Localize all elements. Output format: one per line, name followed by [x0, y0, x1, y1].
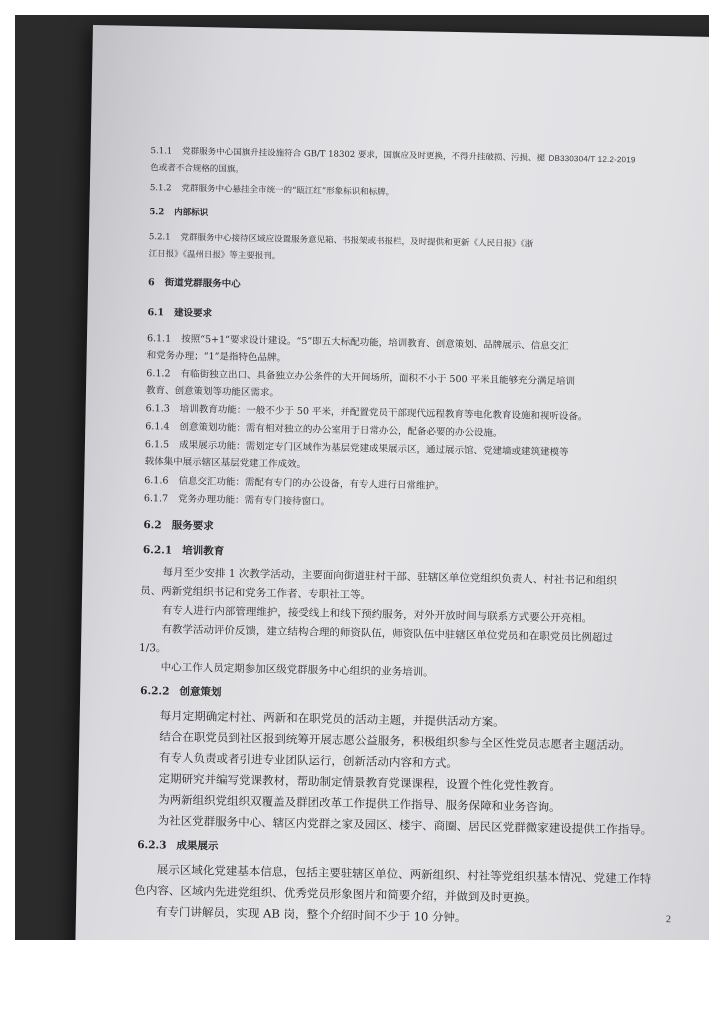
paragraph-cont: 1/3。	[138, 641, 167, 655]
page-number: 2	[665, 914, 672, 926]
clause-5-1-1-cont: 色或者不合规格的国旗。	[150, 163, 244, 175]
paragraph-cont: 色内容、区域内先进党组织、优秀党员形象图片和简要介绍，并做到及时更换。	[134, 882, 537, 905]
clause-6-1-2: 6.1.2 有临街独立出口、具备独立办公条件的大开间场所，面积不小于 500 平米且能够充分满足培训	[146, 368, 576, 388]
clause-6-1-3: 6.1.3 培训教育功能：一般不少于 50 平米，并配置党员干部现代远程教育等电化教育设施和视听设备。	[145, 403, 588, 423]
clause-5-2-1: 5.2.1 党群服务中心接待区域应设置服务意见箱、书报架或书报栏，及时提供和更新《人民日报》《浙	[148, 232, 534, 250]
document-number: DB330304/T 12.2-2019	[548, 153, 636, 165]
paragraph: 每月定期确定村社、两新和在职党员的活动主题，并提供活动方案。	[159, 708, 505, 730]
paragraph: 展示区域化党建基本信息，包括主要驻辖区单位、两新组织、村社等党组织基本情况、党建工作特	[156, 862, 652, 886]
paragraph: 有专门讲解员，实现 AB 岗，整个介绍时间不少于 10 分钟。	[155, 904, 467, 925]
clause-5-1-2: 5.1.2 党群服务中心悬挂全市统一的“瓯江红”形象标识和标牌。	[149, 183, 395, 198]
clause-6-1-7: 6.1.7 党务办理功能：需有专门接待窗口。	[143, 493, 331, 508]
section-6-heading: 6 街道党群服务中心	[147, 277, 241, 290]
paragraph: 有教学活动评价反馈，建立结构合理的师资队伍，师资队伍中驻辖区单位党员和在职党员比例超过	[161, 623, 613, 645]
clause-6-1-2-cont: 教育、创意策划等功能区需求。	[145, 385, 280, 399]
paragraph: 结合在职党员到社区报到统筹开展志愿公益服务，积极组织参与全区性党员志愿者主题活动。	[159, 729, 631, 753]
clause-6-1-1-cont: 和党务办理；“1”是指特色品牌。	[146, 350, 287, 364]
paragraph: 每月至少安排 1 次教学活动，主要面向街道驻村干部、驻辖区单位党组织负责人、村社书记和组织	[162, 566, 617, 588]
section-6-2-heading: 6.2 服务要求	[143, 519, 214, 533]
clause-6-1-5-cont: 载体集中展示辖区基层党建工作成效。	[144, 456, 307, 471]
paragraph: 中心工作人员定期参加区级党群服务中心组织的业务培训。	[160, 661, 434, 679]
paragraph-cont: 员、两新党组织书记和党务工作者、专职社工等。	[140, 585, 372, 602]
photo-background	[15, 15, 709, 940]
section-6-2-3-heading: 6.2.3 成果展示	[137, 839, 219, 853]
paragraph: 为社区党群服务中心、辖区内党群之家及园区、楼宇、商圈、居民区党群微家建设提供工作指导。	[157, 813, 653, 837]
document-page	[75, 25, 709, 940]
section-6-2-2-heading: 6.2.2 创意策划	[140, 685, 222, 699]
clause-6-1-4: 6.1.4 创意策划功能：需有相对独立的办公室用于日常办公，配备必要的办公设施。	[145, 421, 503, 439]
section-6-1-heading: 6.1 建设要求	[147, 307, 213, 320]
paragraph: 定期研究并编写党课教材，帮助制定情景教育党课课程，设置个性化党性教育。	[158, 771, 562, 794]
section-6-2-1-heading: 6.2.1 培训教育	[142, 544, 225, 558]
clause-5-1-1: 5.1.1 党群服务中心国旗升挂设施符合 GB/T 18302 要求，国旗应及时更换，不得升挂破损、污损、褪	[150, 146, 545, 164]
clause-6-1-6: 6.1.6 信息交汇功能：需配有专门的办公设备，有专人进行日常维护。	[144, 475, 445, 492]
section-5-2-heading: 5.2 内部标识	[149, 207, 209, 219]
clause-6-1-5: 6.1.5 成果展示功能：需划定专门区域作为基层党建成果展示区，通过展示馆、党建墙或建筑建模等	[144, 439, 569, 459]
clause-5-2-1-cont: 江日报》《温州日报》等主要报刊。	[148, 249, 281, 262]
paragraph: 为两新组织党组织双覆盖及群团改革工作提供工作指导、服务保障和业务咨询。	[158, 792, 561, 815]
paragraph: 有专人负责或者引进专业团队运行，创新活动内容和方式。	[158, 750, 459, 771]
clause-6-1-1: 6.1.1 按照“5+1”要求设计建设。“5”即五大标配功能，培训教育、创意策划、品牌展示、信息交汇	[146, 333, 569, 353]
paragraph: 有专人进行内部管理维护，接受线上和线下预约服务，对外开放时间与联系方式要公开亮相。	[161, 604, 593, 625]
